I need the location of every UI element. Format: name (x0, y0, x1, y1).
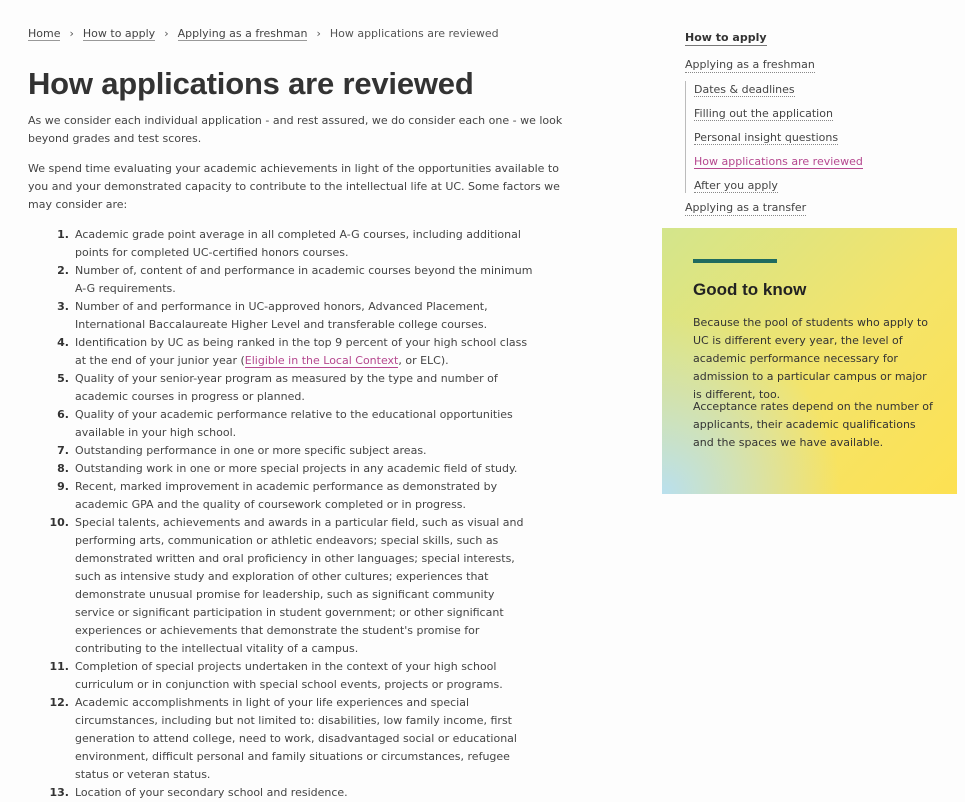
list-item (28, 658, 563, 694)
list-text: Academic accomplishments in light of your life experiences and special circumstances, including but not limited to: disabilities, low family income, first generation to attend college, need to work, disadvantaged social or educational environment, difficult personal and family situations or circumstances, refugee status or veteran status. (75, 696, 517, 781)
list-number: 13. (49, 786, 69, 799)
breadcrumb-applying-freshman[interactable]: Applying as a freshman (177, 27, 308, 40)
page-title: How applications are reviewed (28, 66, 474, 101)
sidebar-item-personal-insight[interactable] (694, 129, 945, 145)
list-item (28, 514, 563, 658)
sidebar-item-filling-out[interactable] (694, 105, 945, 121)
list-number: 9. (57, 480, 69, 493)
card-accent-bar (693, 259, 777, 263)
main-content (28, 26, 563, 802)
list-number: 1. (57, 228, 69, 241)
sidebar-subnav (685, 81, 945, 193)
list-item (28, 370, 563, 406)
card-paragraph: Acceptance rates depend on the number of applicants, their academic qualifications and the spaces we have available. (693, 400, 933, 449)
list-number: 11. (49, 660, 69, 673)
list-text: Number of and performance in UC-approved honors, Advanced Placement, International Baccalaureate Higher Level and transferable college courses. (75, 300, 488, 331)
sidebar-item-after-you-apply[interactable] (694, 177, 945, 193)
breadcrumb-current: How applications are reviewed (329, 27, 499, 40)
list-text: Quality of your academic performance relative to the educational opportunities available in your high school. (75, 408, 513, 439)
list-item (28, 226, 563, 262)
list-text: Academic grade point average in all completed A-G courses, including additional points for completed UC-certified honors courses. (75, 228, 521, 259)
list-text: Outstanding performance in one or more specific subject areas. (75, 444, 427, 457)
sidebar-item-label: Personal insight questions (694, 131, 839, 144)
intro-paragraph: As we consider each individual application - and rest assured, we do consider each one - we look beyond grades and test scores. (28, 114, 563, 145)
sidebar-item-applying-transfer[interactable]: Applying as a transfer (685, 201, 807, 214)
list-text: Recent, marked improvement in academic performance as demonstrated by academic GPA and the quality of coursework completed or in progress. (75, 480, 498, 511)
list-text: Location of your secondary school and residence. (75, 786, 348, 799)
sidebar-item-label: Dates & deadlines (694, 83, 795, 96)
list-text: Completion of special projects undertaken in the context of your high school curriculum or in conjunction with special school events, projects or programs. (75, 660, 503, 691)
list-item (28, 442, 563, 460)
list-number: 10. (49, 516, 69, 529)
list-item (28, 262, 563, 298)
list-number: 2. (57, 264, 69, 277)
factors-list (28, 226, 563, 802)
sidebar-heading-how-to-apply[interactable]: How to apply (685, 31, 767, 44)
list-text-after: , or ELC). (398, 354, 449, 367)
card-paragraph: Because the pool of students who apply to UC is different every year, the level of academic performance necessary for admission to a particular campus or major is different, too. (693, 316, 928, 401)
elc-link[interactable]: Eligible in the Local Context (244, 354, 399, 367)
card-title: Good to know (693, 280, 807, 299)
list-item (28, 334, 563, 370)
list-text: Number of, content of and performance in academic courses beyond the minimum A-G requirements. (75, 264, 533, 295)
chevron-right-icon: › (164, 27, 169, 40)
breadcrumb (28, 26, 563, 42)
good-to-know-card (662, 228, 957, 494)
chevron-right-icon: › (316, 27, 321, 40)
chevron-right-icon: › (69, 27, 74, 40)
list-item (28, 694, 563, 784)
list-item (28, 406, 563, 442)
breadcrumb-how-to-apply[interactable]: How to apply (82, 27, 156, 40)
factors-intro-paragraph: We spend time evaluating your academic achievements in light of the opportunities available to you and your demonstrated capacity to contribute to the intellectual life at UC. Some factors we may consider are: (28, 162, 560, 211)
list-number: 3. (57, 300, 69, 313)
sidebar-item-dates-deadlines[interactable] (694, 81, 945, 97)
breadcrumb-home[interactable]: Home (28, 27, 61, 40)
list-text-before: Identification by UC as being ranked in the top 9 percent of your high school class at the end of your junior year ( (75, 336, 528, 367)
sidebar-item-applying-freshman[interactable]: Applying as a freshman (685, 58, 815, 71)
sidebar-item-label: How applications are reviewed (694, 155, 863, 168)
list-number: 5. (57, 372, 69, 385)
list-text (75, 334, 537, 370)
list-number: 8. (57, 462, 69, 475)
list-number: 4. (57, 336, 69, 349)
list-text: Outstanding work in one or more special projects in any academic field of study. (75, 462, 518, 475)
list-item (28, 478, 563, 514)
list-text: Quality of your senior-year program as measured by the type and number of academic courses in progress or planned. (75, 372, 498, 403)
list-number: 7. (57, 444, 69, 457)
list-text: Special talents, achievements and awards in a particular field, such as visual and performing arts, communication or athletic endeavors; special skills, such as demonstrated written and oral proficiency in other languages; special interests, such as intensive study and exploration of other cultures; experiences that demonstrate unusual promise for leadership, such as significant community service or significant participation in student government; or other significant experiences or achievements that demonstrate the student's promise for contributing to the intellectual vitality of a campus. (75, 516, 524, 655)
sidebar-item-how-reviewed[interactable] (694, 153, 945, 169)
list-number: 12. (49, 696, 69, 709)
list-item (28, 784, 563, 802)
sidebar-item-label: Filling out the application (694, 107, 833, 120)
sidebar-nav (685, 26, 945, 216)
list-number: 6. (57, 408, 69, 421)
list-item (28, 298, 563, 334)
list-item (28, 460, 563, 478)
sidebar-item-label: After you apply (694, 179, 778, 192)
